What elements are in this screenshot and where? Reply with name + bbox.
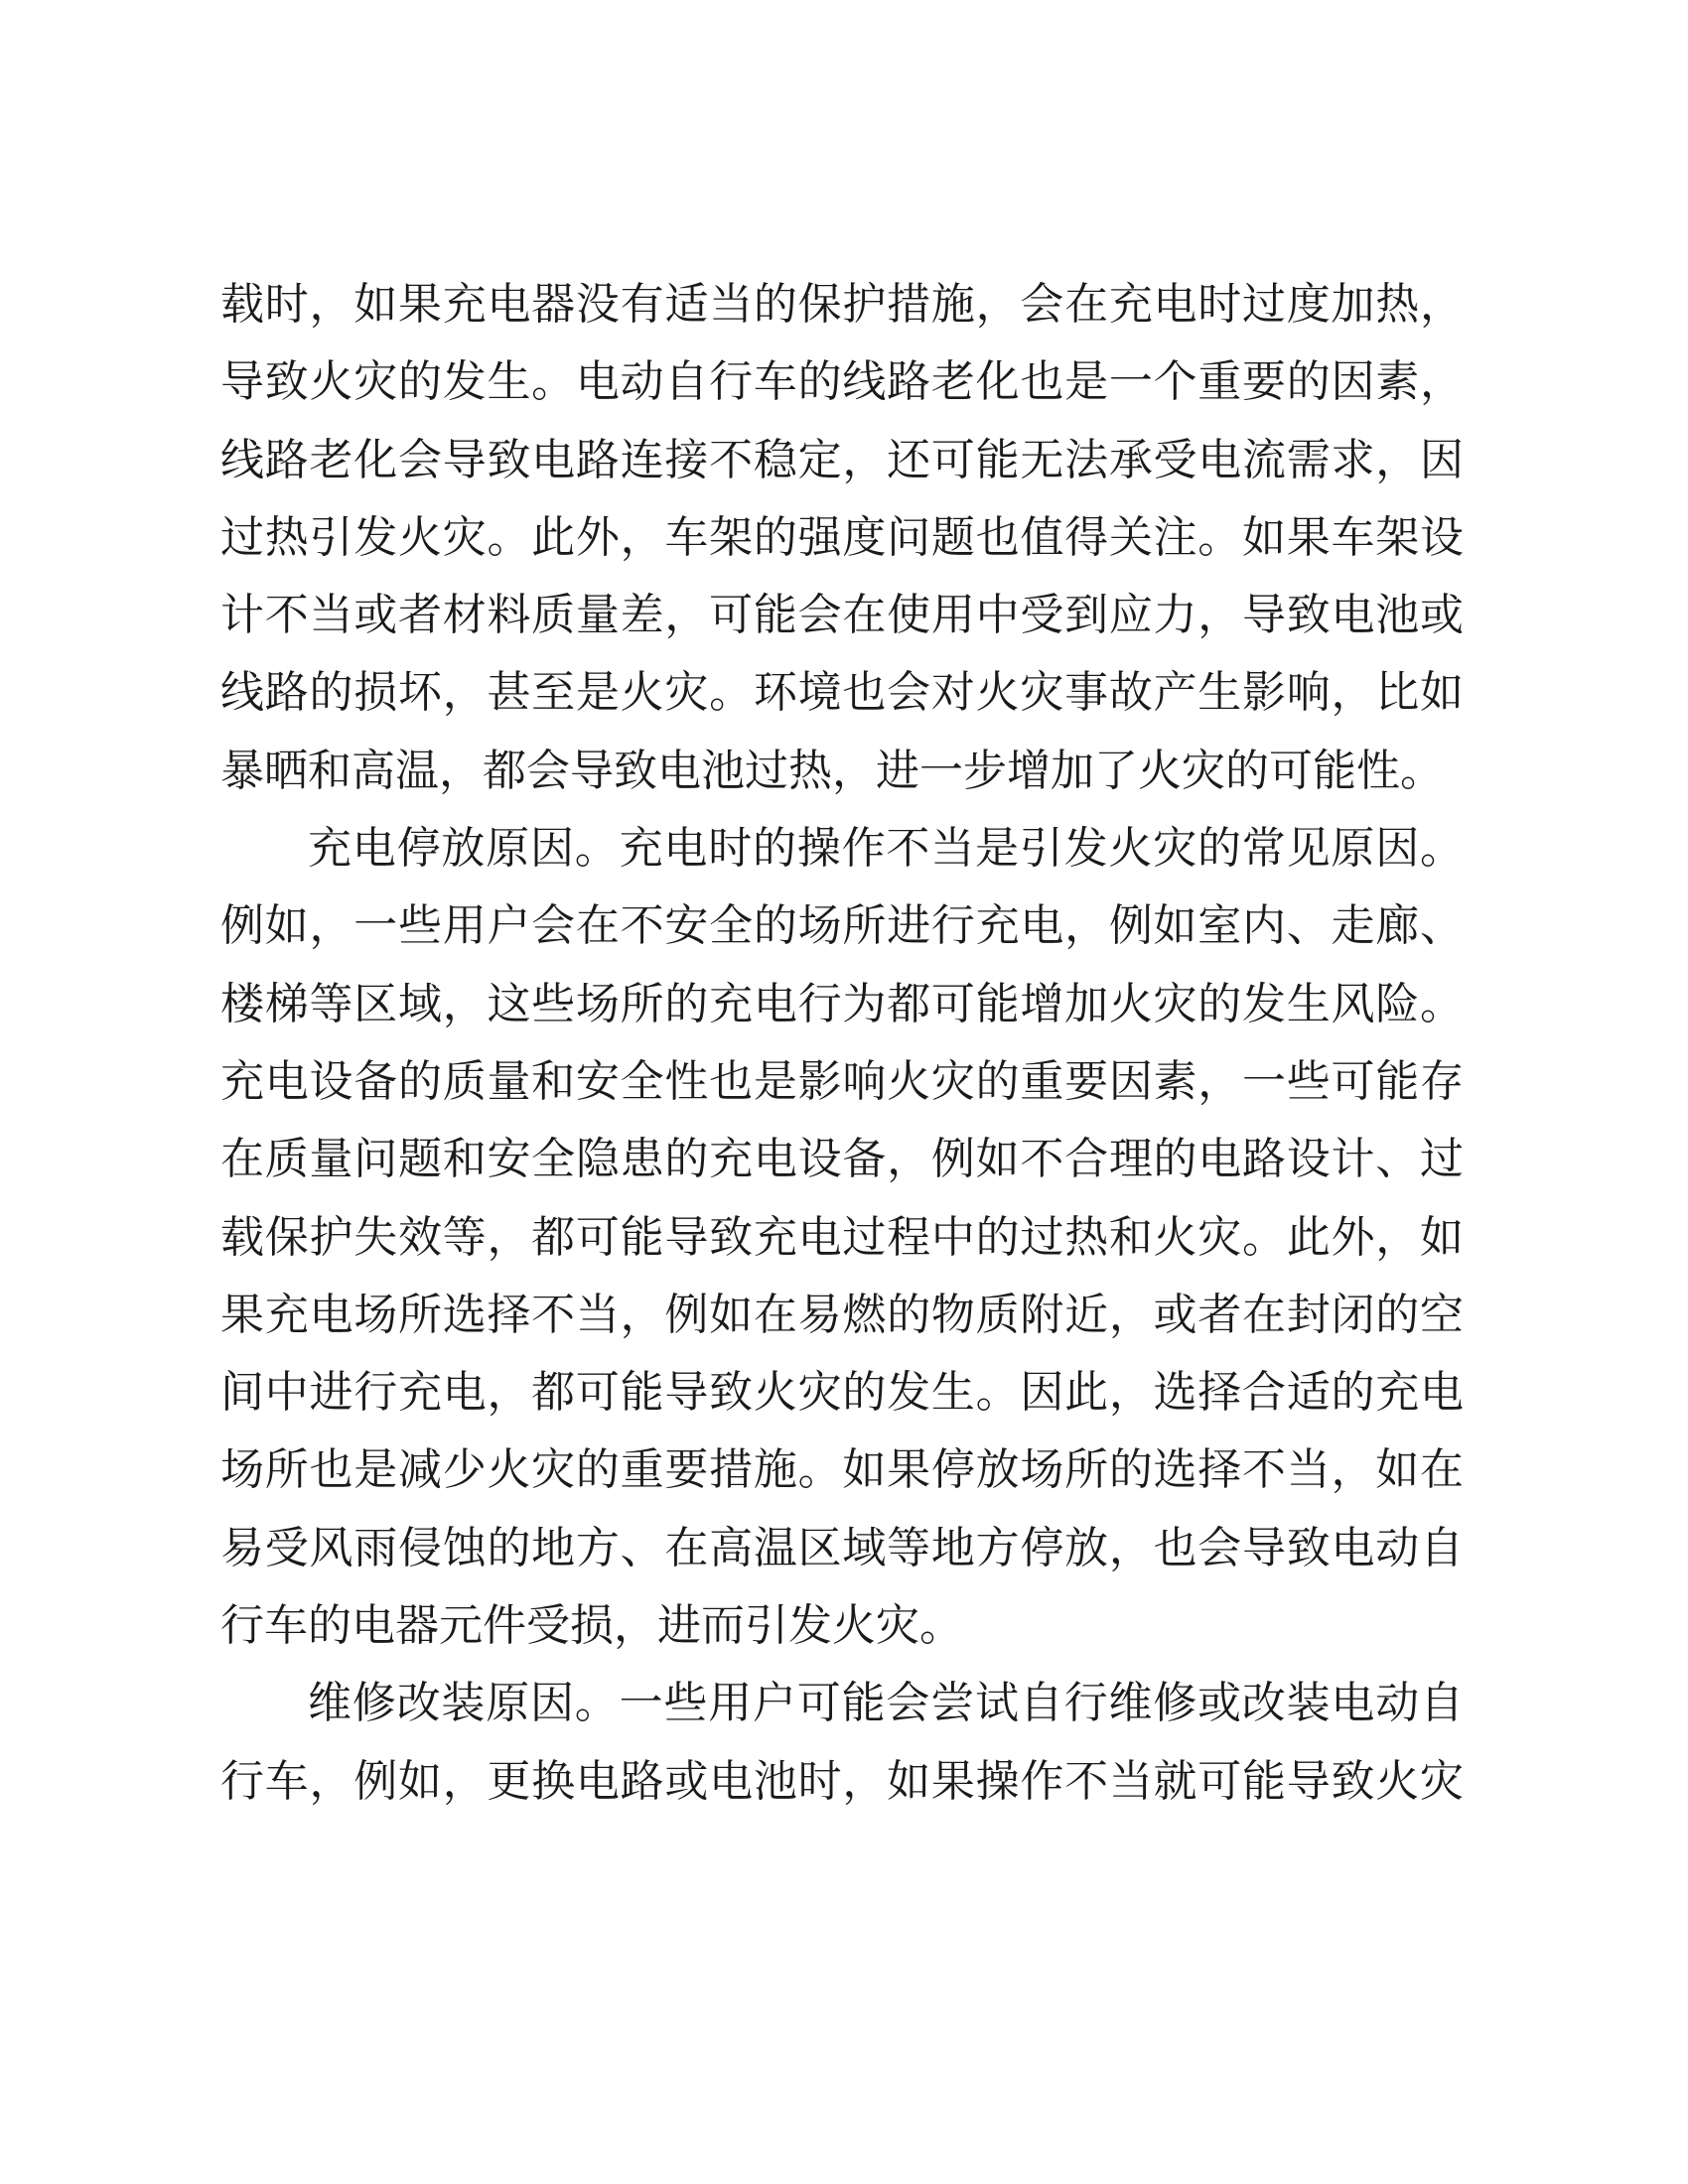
text-line: 载保护失效等，都可能导致充电过程中的过热和火灾。此外，如	[220, 1211, 1464, 1263]
text-line: 果充电场所选择不当，例如在易燃的物质附近，或者在封闭的空	[220, 1289, 1464, 1340]
text-line: 行车的电器元件受损，进而引发火灾。	[220, 1600, 963, 1652]
text-line: 例如，一些用户会在不安全的场所进行充电，例如室内、走廊、	[220, 900, 1464, 952]
text-line: 过热引发火灾。此外，车架的强度问题也值得关注。如果车架设	[220, 511, 1464, 563]
text-line: 易受风雨侵蚀的地方、在高温区域等地方停放，也会导致电动自	[220, 1522, 1464, 1573]
paragraph-start-line: 充电停放原因。充电时的操作不当是引发火灾的常见原因。	[308, 823, 1464, 875]
text-line: 线路老化会导致电路连接不稳定，还可能无法承受电流需求，因	[220, 434, 1464, 485]
text-line: 充电设备的质量和安全性也是影响火灾的重要因素，一些可能存	[220, 1055, 1464, 1107]
text-line: 计不当或者材料质量差，可能会在使用中受到应力，导致电池或	[220, 590, 1464, 641]
text-line: 载时，如果充电器没有适当的保护措施，会在充电时过度加热，	[220, 279, 1464, 330]
body-text	[220, 266, 1464, 1821]
text-line: 暴晒和高温，都会导致电池过热，进一步增加了火灾的可能性。	[220, 745, 1444, 796]
paragraph-start-line: 维修改装原因。一些用户可能会尝试自行维修或改装电动自	[308, 1678, 1464, 1729]
text-line: 行车，例如，更换电路或电池时，如果操作不当就可能导致火灾	[220, 1755, 1464, 1807]
text-line: 在质量问题和安全隐患的充电设备，例如不合理的电路设计、过	[220, 1134, 1464, 1185]
text-line: 线路的损坏，甚至是火灾。环境也会对火灾事故产生影响，比如	[220, 667, 1464, 719]
text-line: 导致火灾的发生。电动自行车的线路老化也是一个重要的因素，	[220, 356, 1464, 408]
text-line: 间中进行充电，都可能导致火灾的发生。因此，选择合适的充电	[220, 1367, 1464, 1419]
text-line: 场所也是减少火灾的重要措施。如果停放场所的选择不当，如在	[220, 1444, 1464, 1496]
text-line: 楼梯等区域，这些场所的充电行为都可能增加火灾的发生风险。	[220, 978, 1464, 1029]
